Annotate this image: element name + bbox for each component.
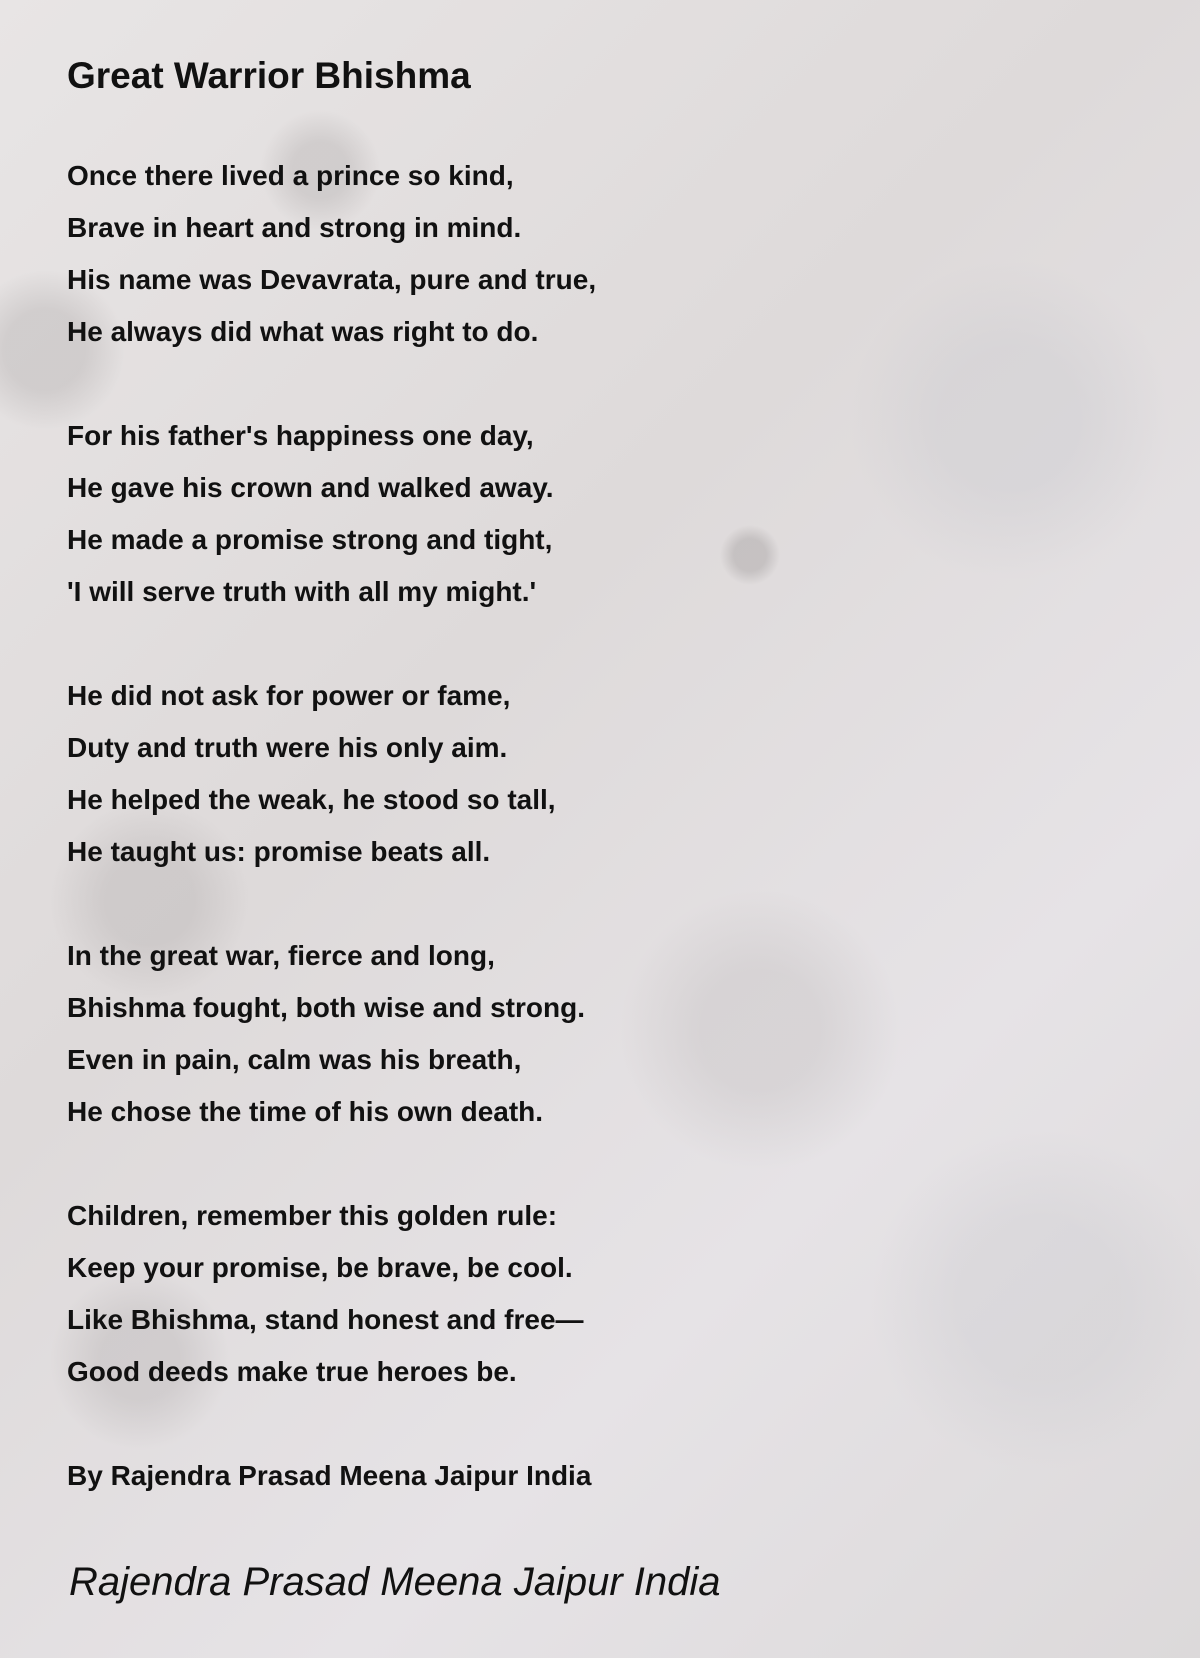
poem-line: Once there lived a prince so kind,: [67, 160, 514, 191]
poem-line: His name was Devavrata, pure and true,: [67, 264, 597, 295]
poem-line: 'I will serve truth with all my might.': [67, 576, 537, 607]
poem-line: Brave in heart and strong in mind.: [67, 212, 522, 243]
stanza: [67, 930, 1147, 1138]
poem-line: Duty and truth were his only aim.: [67, 732, 508, 763]
stanza: [67, 410, 1147, 618]
poem-line: He made a promise strong and tight,: [67, 524, 553, 555]
poem-byline: By Rajendra Prasad Meena Jaipur India: [67, 1460, 592, 1491]
poem-line: Children, remember this golden rule:: [67, 1200, 558, 1231]
poem-line: For his father's happiness one day,: [67, 420, 534, 451]
author-signature: Rajendra Prasad Meena Jaipur India: [69, 1560, 721, 1604]
poem-line: In the great war, fierce and long,: [67, 940, 495, 971]
poem-line: Keep your promise, be brave, be cool.: [67, 1252, 573, 1283]
poem-line: He always did what was right to do.: [67, 316, 539, 347]
stanza: [67, 150, 1147, 358]
poem-line: He chose the time of his own death.: [67, 1096, 544, 1127]
poem-line: Even in pain, calm was his breath,: [67, 1044, 522, 1075]
stanza: [67, 670, 1147, 878]
poem-line: He taught us: promise beats all.: [67, 836, 491, 867]
poem-line: Bhishma fought, both wise and strong.: [67, 992, 585, 1023]
poem-line: Like Bhishma, stand honest and free—: [67, 1304, 584, 1335]
poem-title: Great Warrior Bhishma: [67, 55, 471, 96]
stanza: [67, 1190, 1147, 1398]
poem-line: He helped the weak, he stood so tall,: [67, 784, 556, 815]
poem-line: He gave his crown and walked away.: [67, 472, 554, 503]
poem-line: He did not ask for power or fame,: [67, 680, 511, 711]
poem-line: Good deeds make true heroes be.: [67, 1356, 517, 1387]
poem-body: [67, 150, 1147, 1502]
